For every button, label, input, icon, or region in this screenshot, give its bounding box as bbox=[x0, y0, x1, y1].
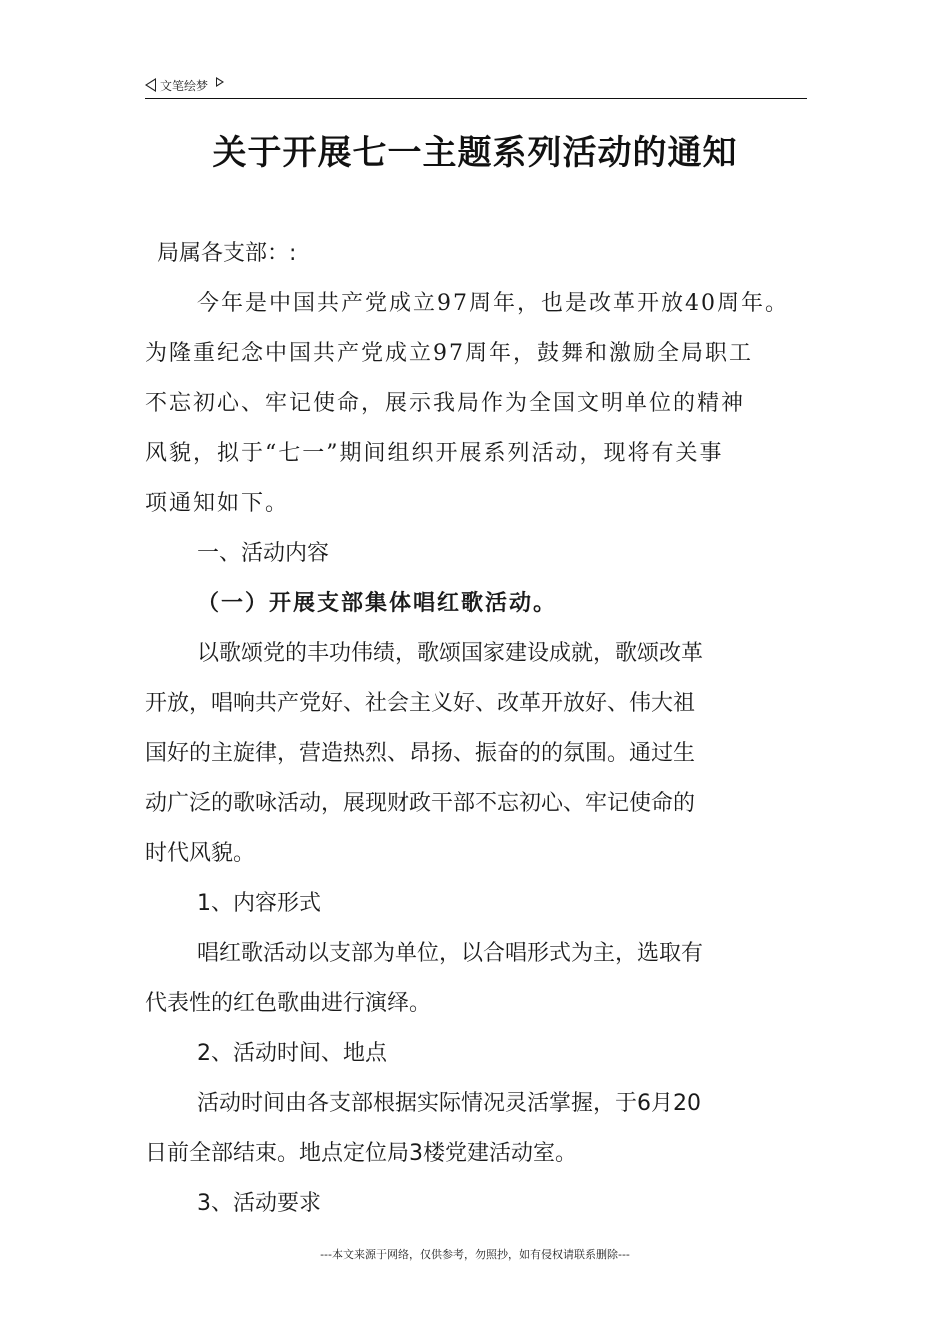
footer-disclaimer: ---本文来源于网络，仅供参考，勿照抄，如有侵权请联系删除--- bbox=[320, 1248, 630, 1261]
triangle-right-icon bbox=[216, 77, 224, 87]
para3-line: 唱红歌活动以支部为单位，以合唱形式为主，选取有 bbox=[197, 941, 704, 966]
para1-line: 项通知如下。 bbox=[145, 491, 290, 516]
running-header bbox=[145, 74, 224, 96]
para2-line: 以歌颂党的丰功伟绩，歌颂国家建设成就，歌颂改革 bbox=[197, 641, 704, 666]
para2-line: 时代风貌。 bbox=[145, 841, 256, 866]
item-heading: 1、内容形式 bbox=[197, 891, 321, 916]
para3-line: 代表性的红色歌曲进行演绎。 bbox=[145, 991, 432, 1016]
para2-line: 国好的主旋律，营造热烈、昂扬、振奋的的氛围。通过生 bbox=[145, 741, 696, 766]
header-divider bbox=[145, 98, 807, 99]
para2-line: 开放，唱响共产党好、社会主义好、改革开放好、伟大祖 bbox=[145, 691, 696, 716]
para4-line: 活动时间由各支部根据实际情况灵活掌握，于6月20 bbox=[197, 1091, 701, 1116]
salutation: 局属各支部：: bbox=[157, 241, 297, 266]
item-heading: 3、活动要求 bbox=[197, 1191, 321, 1216]
section-heading: 一、活动内容 bbox=[197, 541, 330, 566]
header-label: 文笔绘梦 bbox=[160, 78, 209, 93]
para1-line: 不忘初心、牢记使命，展示我局作为全国文明单位的精神 bbox=[145, 391, 746, 416]
item-heading: 2、活动时间、地点 bbox=[197, 1041, 387, 1066]
para1-line: 为隆重纪念中国共产党成立97周年，鼓舞和激励全局职工 bbox=[145, 341, 753, 366]
para1-line: 今年是中国共产党成立97周年，也是改革开放40周年。 bbox=[197, 291, 789, 316]
para4-line: 日前全部结束。地点定位局3楼党建活动室。 bbox=[145, 1141, 577, 1166]
subsection-heading: （一）开展支部集体唱红歌活动。 bbox=[197, 591, 558, 616]
para1-line: 风貌，拟于“七一”期间组织开展系列活动，现将有关事 bbox=[145, 441, 724, 466]
triangle-left-icon bbox=[145, 78, 156, 92]
para2-line: 动广泛的歌咏活动，展现财政干部不忘初心、牢记使命的 bbox=[145, 791, 696, 816]
document-title: 关于开展七一主题系列活动的通知 bbox=[212, 133, 738, 173]
